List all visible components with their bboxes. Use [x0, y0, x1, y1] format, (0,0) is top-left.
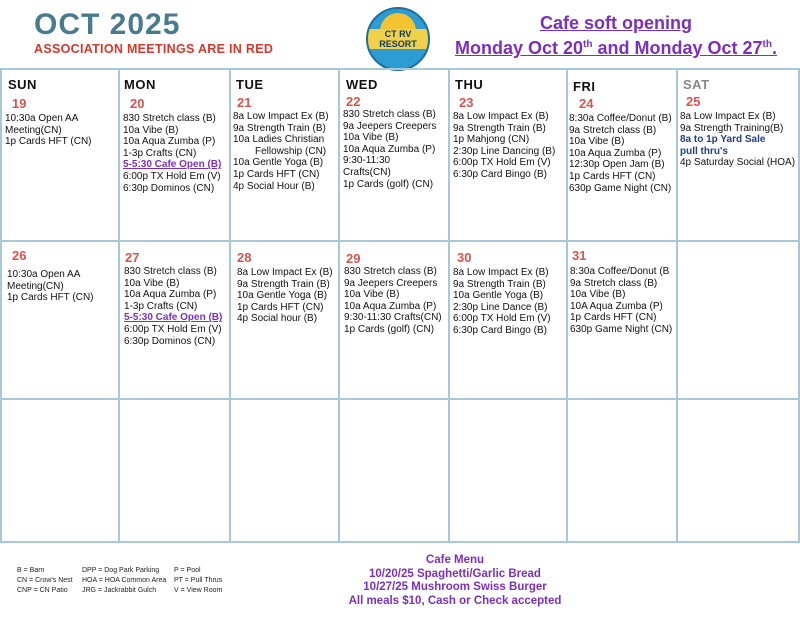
date-number: 23 — [459, 95, 474, 110]
cafe-open-link[interactable]: 5-5:30 Cafe Open (B) — [124, 312, 223, 324]
announce-line2: Monday Oct 20th and Monday Oct 27th. — [455, 38, 777, 58]
dow-thu: THU — [455, 77, 484, 92]
menu-item: 10/27/25 Mushroom Swiss Burger — [363, 581, 547, 593]
dow-fri: FRI — [573, 79, 596, 94]
day-events-oct-29: 830 Stretch class (B) 9a Jeepers Creepers 10a Vibe (B) 10a Aqua Zumba (P) 9:30-11:30 Crafts(CN) 1p Cards (golf) (CN) — [344, 266, 442, 335]
day-events-oct-21: 8a Low Impact Ex (B) 9a Strength Train (B) 10a Ladies Christian Fellowship (CN) 10a Gentle Yoga (B) 1p Cards HFT (CN) 4p Social Hour (B) — [233, 111, 329, 192]
menu-title: Cafe Menu — [425, 554, 485, 566]
resort-logo — [366, 7, 430, 71]
day-events-oct-22: 830 Stretch class (B) 9a Jeepers Creepers 10a Vibe (B) 10a Aqua Zumba (P) 9:30-11:30 Crafts(CN) 1p Cards (golf) (CN) — [343, 109, 437, 190]
date-number: 21 — [237, 95, 252, 110]
date-number: 19 — [12, 96, 27, 111]
date-number: 31 — [572, 248, 587, 263]
dow-mon: MON — [124, 77, 156, 92]
day-events-oct-26: 10:30a Open AA Meeting(CN) 1p Cards HFT (CN) — [7, 269, 94, 304]
cafe-open-link[interactable]: 5-5:30 Cafe Open (B) — [123, 159, 222, 171]
date-number: 26 — [12, 248, 27, 263]
day-events-oct-30: 8a Low Impact Ex (B) 9a Strength Train (B) 10a Gentle Yoga (B) 2:30p Line Dance (B) 6:00p TX Hold Em (V) 6:30p Card Bingo (B) — [453, 267, 551, 336]
date-number: 22 — [346, 94, 361, 109]
cafe-announcement — [436, 12, 796, 59]
date-number: 24 — [579, 96, 594, 111]
day-events-oct-28: 8a Low Impact Ex (B) 9a Strength Train (B) 10a Gentle Yoga (B) 1p Cards HFT (CN) 4p Social hour (B) — [237, 267, 333, 325]
day-events-oct-20: 830 Stretch class (B) 10a Vibe (B) 10a Aqua Zumba (P) 1-3p Crafts (CN) 5-5:30 Cafe Open (B) 6:00p TX Hold Em (V) 6:30p Dominos (CN) — [123, 113, 222, 194]
association-meetings-note: ASSOCIATION MEETINGS ARE IN RED — [34, 42, 274, 56]
dow-sun: SUN — [8, 77, 37, 92]
date-number: 20 — [130, 96, 145, 111]
day-events-oct-27: 830 Stretch class (B) 10a Vibe (B) 10a Aqua Zumba (P) 1-3p Crafts (CN) 5-5:30 Cafe Open (B) 6:00p TX Hold Em (V) 6:30p Dominos (CN) — [124, 266, 223, 347]
day-events-oct-24: 8:30a Coffee/Donut (B) 9a Stretch class (B) 10a Vibe (B) 10a Aqua Zumba (P) 12:30p Open Jam (B) 1p Cards HFT (CN) 630p Game Night (CN) — [569, 113, 672, 194]
date-number: 27 — [125, 250, 140, 265]
menu-item: 10/20/25 Spaghetti/Garlic Bread — [369, 567, 541, 580]
menu-note: All meals $10, Cash or Check accepted — [348, 594, 562, 607]
dow-wed: WED — [346, 77, 378, 92]
page-title: OCT 2025 — [34, 8, 181, 41]
dow-sat: SAT — [683, 77, 710, 92]
dow-tue: TUE — [236, 77, 264, 92]
date-number: 28 — [237, 250, 252, 265]
day-events-oct-23: 8a Low Impact Ex (B) 9a Strength Train (B) 1p Mahjong (CN) 2:30p Line Dancing (B) 6:00p TX Hold Em (V) 6:30p Card Bingo (B) — [453, 111, 556, 180]
announce-line1: Cafe soft opening — [540, 13, 692, 33]
cafe-menu — [310, 554, 600, 608]
logo-text-line2: RESORT — [379, 39, 417, 49]
date-number: 30 — [457, 250, 472, 265]
logo-text-line1: CT RV — [384, 29, 412, 39]
day-events-oct-25: 8a Low Impact Ex (B) 9a Strength Training(B) 8a to 1p Yard Sale pull thru's 4p Saturday Social (HOA) — [680, 111, 796, 169]
calendar-grid — [0, 68, 800, 543]
day-events-oct-19: 10:30a Open AA Meeting(CN) 1p Cards HFT (CN) — [5, 113, 92, 148]
date-number: 25 — [686, 94, 701, 109]
date-number: 29 — [346, 251, 361, 266]
day-events-oct-31: 8:30a Coffee/Donut (B 9a Stretch class (B) 10a Vibe (B) 10A Aqua Zumba (P) 1p Cards HFT (CN) 630p Game Night (CN) — [570, 266, 673, 335]
